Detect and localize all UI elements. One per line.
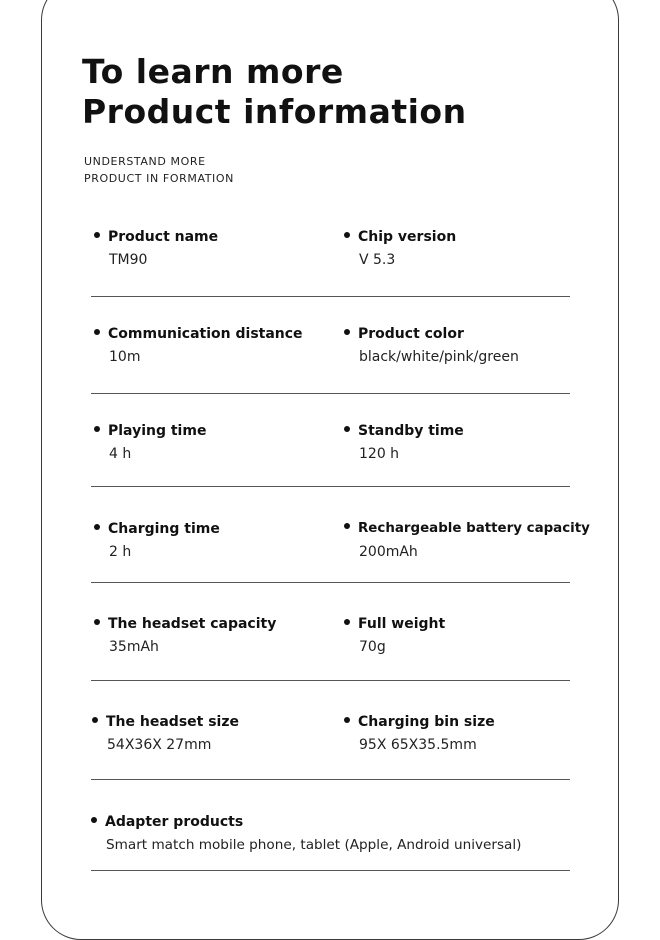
spec-product-color <box>344 325 660 366</box>
card-frame <box>41 0 619 940</box>
spec-adapter-products <box>91 813 571 854</box>
spec-value: TM90 <box>109 252 148 268</box>
page-title <box>82 52 467 132</box>
subtitle-line-1: UNDERSTAND MORE <box>84 155 206 168</box>
spec-label: Product name <box>94 228 414 246</box>
spec-value: 120 h <box>359 446 400 462</box>
row-divider <box>91 779 570 780</box>
spec-value: black/white/pink/green <box>359 349 519 365</box>
spec-label: Charging bin size <box>344 713 660 731</box>
spec-value: Smart match mobile phone, tablet (Apple, Android universal) <box>106 837 522 853</box>
spec-label: Communication distance <box>94 325 414 343</box>
spec-label: The headset capacity <box>94 615 414 633</box>
spec-label: Adapter products <box>91 813 571 831</box>
title-line-2: Product information <box>82 92 467 131</box>
spec-value: 35mAh <box>109 639 159 655</box>
spec-value: 10m <box>109 349 141 365</box>
spec-value: 54X36X 27mm <box>107 737 212 753</box>
spec-label: The headset size <box>92 713 412 731</box>
page-subtitle <box>84 153 234 187</box>
spec-battery-capacity <box>344 520 644 561</box>
row-divider <box>91 393 570 394</box>
title-line-1: To learn more <box>82 52 344 91</box>
row-divider <box>91 486 570 487</box>
spec-chip-version <box>344 228 660 269</box>
spec-label: Playing time <box>94 422 414 440</box>
spec-value: 70g <box>359 639 386 655</box>
spec-label: Product color <box>344 325 660 343</box>
spec-value: 95X 65X35.5mm <box>359 737 477 753</box>
spec-label: Standby time <box>344 422 660 440</box>
row-divider <box>91 680 570 681</box>
spec-value: 2 h <box>109 544 132 560</box>
spec-value: 4 h <box>109 446 132 462</box>
subtitle-line-2: PRODUCT IN FORMATION <box>84 172 234 185</box>
spec-standby-time <box>344 422 660 463</box>
spec-label: Charging time <box>94 520 414 538</box>
row-divider <box>91 870 570 871</box>
spec-label: Chip version <box>344 228 660 246</box>
spec-value: V 5.3 <box>359 252 396 268</box>
spec-value: 200mAh <box>359 544 418 560</box>
row-divider <box>91 296 570 297</box>
spec-full-weight <box>344 615 660 656</box>
spec-label: Rechargeable battery capacity <box>344 520 644 538</box>
spec-label: Full weight <box>344 615 660 633</box>
row-divider <box>91 582 570 583</box>
spec-charging-bin-size <box>344 713 660 754</box>
